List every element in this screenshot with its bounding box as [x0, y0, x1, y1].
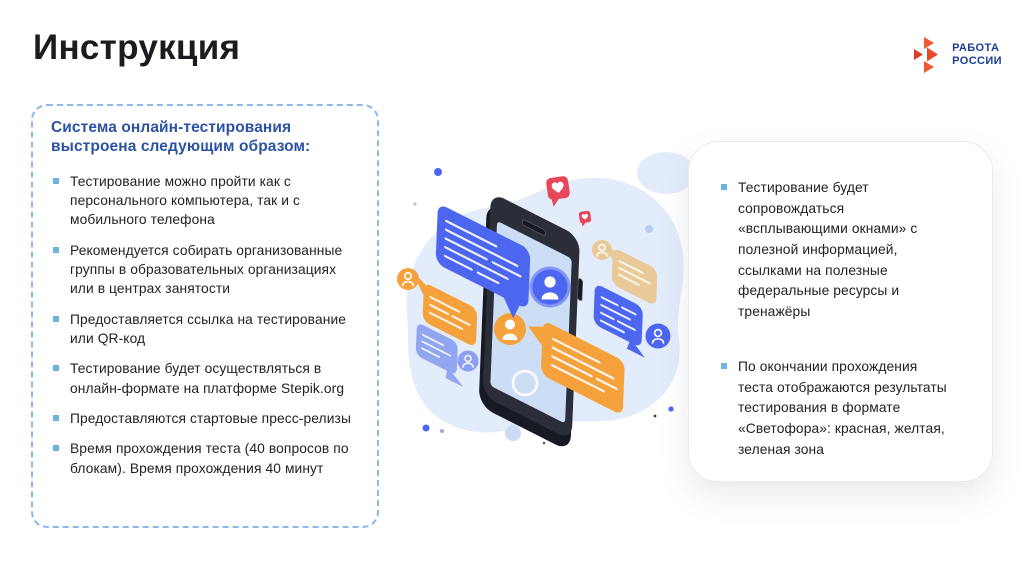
details-card — [688, 141, 993, 482]
bullet-square-icon — [53, 365, 59, 371]
list-item — [51, 409, 359, 428]
bullet-square-icon — [53, 445, 59, 451]
dot — [413, 202, 416, 205]
list-item-text: Предоставляется ссылка на тестирование или QR-код — [70, 311, 347, 346]
dot — [423, 425, 430, 432]
dot — [434, 168, 442, 176]
list-item-text: Время прохождения теста (40 вопросов по блокам). Время прохождения 40 минут — [70, 441, 349, 476]
logo-line-2: РОССИИ — [952, 55, 1002, 67]
rabota-rossii-logo — [914, 36, 1002, 74]
bullet-square-icon — [721, 184, 727, 190]
contact-avatar-icon — [592, 240, 612, 260]
background-blob-small — [637, 152, 695, 194]
list-item-text: Тестирование будет сопровождаться «всплывающими окнами» с полезной информацией, ссылками на полезные федеральные ресурсы и тренажёры — [738, 180, 918, 320]
phone-side-button — [577, 278, 582, 302]
list-item-text: Тестирование будет осуществляться в онлайн-формате на платформе Stepik.org — [70, 361, 345, 396]
list-item — [719, 357, 954, 460]
dot — [645, 225, 653, 233]
user-avatar-icon — [531, 268, 569, 306]
bullet-square-icon — [53, 415, 59, 421]
logo-arrows-icon — [914, 36, 944, 74]
list-item-text: По окончании прохождения теста отображаются результаты тестирования в формате «Светофора»: красная, желтая, зеленая зона — [738, 358, 947, 457]
bullet-square-icon — [53, 247, 59, 253]
dot — [505, 425, 521, 441]
list-item — [51, 241, 359, 299]
details-list — [719, 178, 964, 460]
page-title: Инструкция — [33, 28, 241, 67]
bullet-square-icon — [53, 316, 59, 322]
illustration-svg — [395, 140, 695, 460]
contact-avatar-icon — [458, 351, 479, 372]
list-item-text: Предоставляются стартовые пресс-релизы — [70, 410, 351, 426]
list-item — [51, 439, 359, 478]
list-item — [51, 359, 359, 398]
dot — [654, 415, 657, 418]
list-item-text: Рекомендуется собирать организованные группы в образовательных организациях или в центрах занятости — [70, 242, 343, 297]
dot — [440, 429, 444, 433]
panel-heading: Система онлайн-тестирования выстроена следующим образом: — [51, 119, 311, 155]
user-avatar-icon — [494, 313, 526, 345]
bullet-square-icon — [721, 363, 727, 369]
list-item-text: Тестирование можно пройти как с персонального компьютера, так и с мобильного телефона — [70, 173, 300, 228]
list-item — [51, 172, 359, 230]
list-item — [51, 310, 359, 349]
phone-chat-illustration — [395, 140, 695, 460]
instructions-panel — [31, 104, 379, 528]
contact-avatar-icon — [397, 268, 419, 290]
dot — [668, 406, 673, 411]
dot — [543, 442, 546, 445]
logo-line-1: РАБОТА — [952, 41, 1000, 54]
instructions-list — [51, 172, 359, 478]
logo-text — [952, 42, 1002, 68]
contact-avatar-icon — [646, 324, 671, 349]
bullet-square-icon — [53, 178, 59, 184]
list-item — [719, 178, 954, 323]
